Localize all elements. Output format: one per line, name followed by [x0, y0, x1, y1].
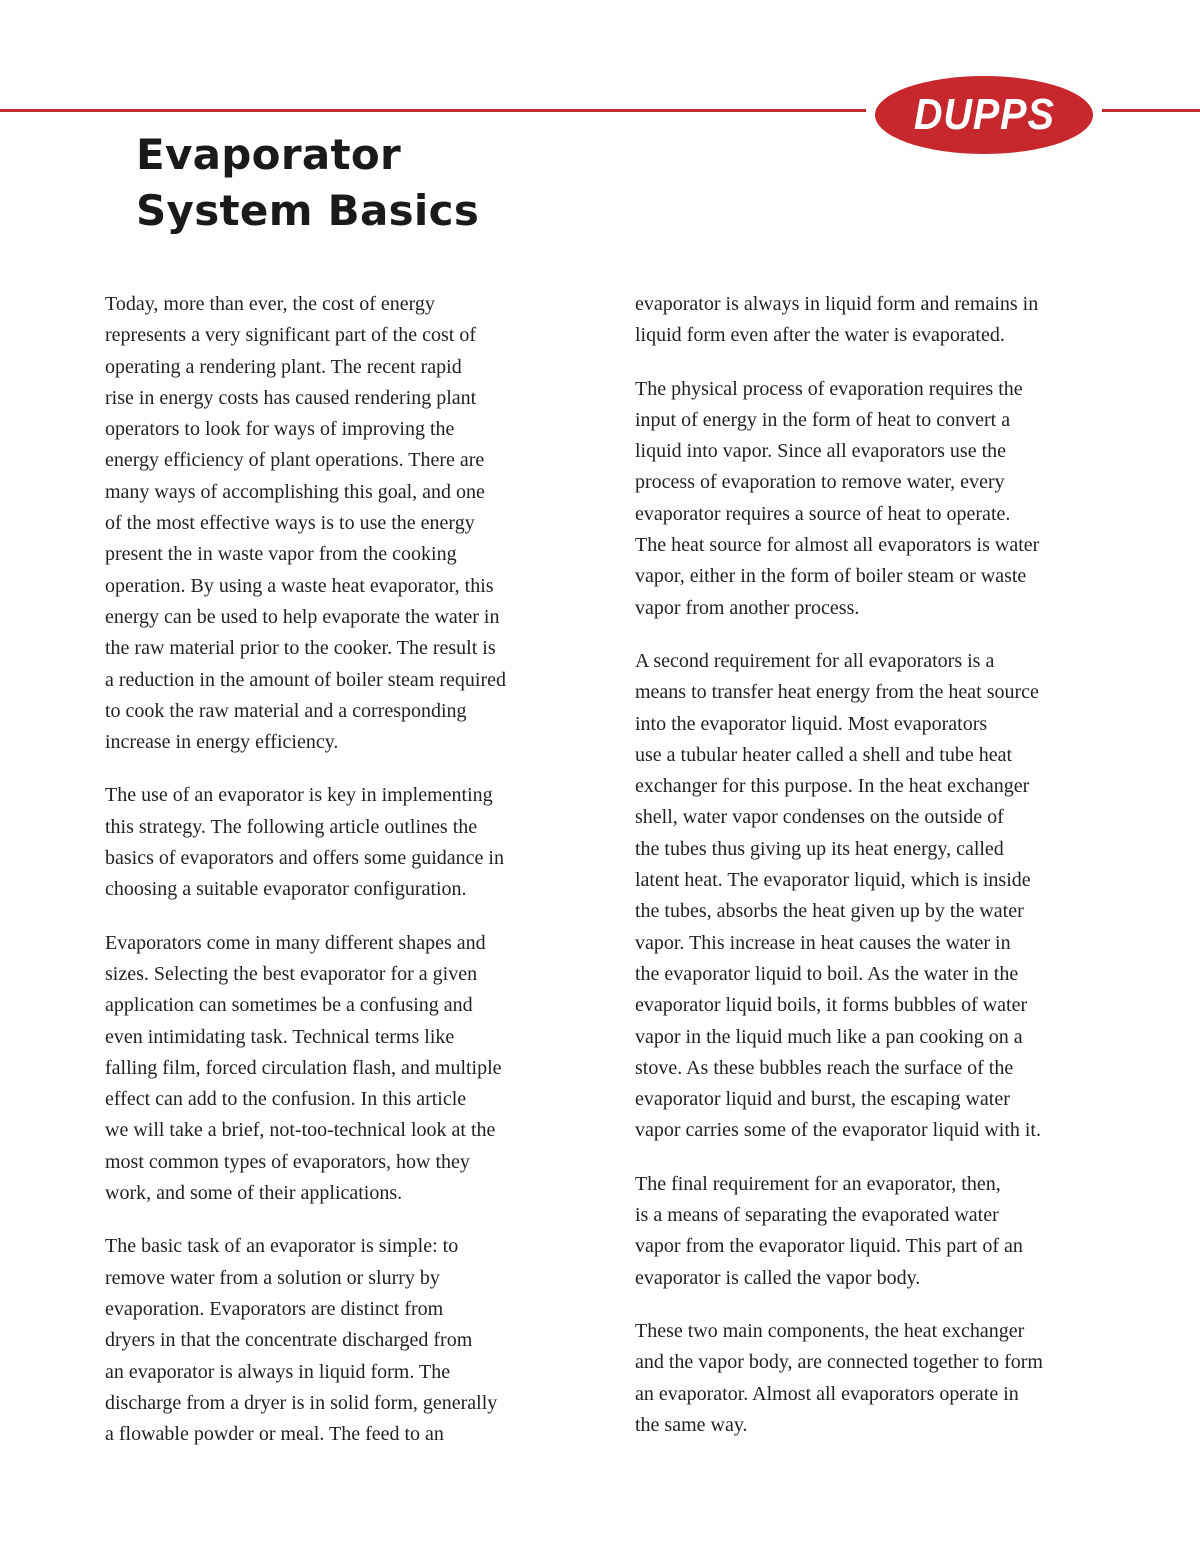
- header-rule-left: [0, 109, 866, 112]
- dupps-logo: [875, 76, 1093, 154]
- paragraph: These two main components, the heat exchanger and the vapor body, are connected together to form an evaporator. Almost all evaporators operate in the same way.: [635, 1319, 1043, 1436]
- paragraph: Evaporators come in many different shapes and sizes. Selecting the best evaporator for a given application can sometimes be a confusing and even intimidating task. Technical terms like falling film, forced circulation flash, and multiple effect can add to the confusion. In this article we will take a brief, not-too-technical look at the most common types of evaporators, how they work, and some of their applications.: [105, 931, 502, 1205]
- paragraph: evaporator is always in liquid form and remains in liquid form even after the water is evaporated.: [635, 293, 1039, 347]
- logo-text: DUPPS: [913, 90, 1055, 139]
- paragraph: The physical process of evaporation requires the input of energy in the form of heat to convert a liquid into vapor. Since all evaporators use the process of evaporation to remove water, every evaporator requires a source of heat to operate. The heat source for almost all evaporators is water vapor, either in the form of boiler steam or waste vapor from another process.: [635, 377, 1040, 619]
- page-title: [136, 127, 479, 239]
- header-rule-right: [1102, 109, 1200, 112]
- paragraph: The final requirement for an evaporator, then, is a means of separating the evaporated water vapor from the evaporator liquid. This part of an evaporator is called the vapor body.: [635, 1172, 1023, 1289]
- left-column: [105, 289, 595, 1472]
- paragraph: The use of an evaporator is key in implementing this strategy. The following article outlines the basics of evaporators and offers some guidance in choosing a suitable evaporator configuration.: [105, 784, 504, 901]
- paragraph: A second requirement for all evaporators is a means to transfer heat energy from the heat source into the evaporator liquid. Most evaporators use a tubular heater called a shell and tube heat exchanger for this purpose. In the heat exchanger shell, water vapor condenses on the outside of the tubes thus giving up its heat energy, called latent heat. The evaporator liquid, which is inside the tubes, absorbs the heat given up by the water vapor. This increase in heat causes the water in the evaporator liquid to boil. As the water in the evaporator liquid boils, it forms bubbles of water vapor in the liquid much like a pan cooking on a stove. As these bubbles reach the surface of the evaporator liquid and burst, the escaping water vapor carries some of the evaporator liquid with it.: [635, 649, 1041, 1142]
- page-title-line-1: Evaporator: [136, 130, 402, 179]
- page-title-line-2: System Basics: [136, 186, 480, 235]
- paragraph: The basic task of an evaporator is simple: to remove water from a solution or slurry by evaporation. Evaporators are distinct from dryers in that the concentrate discharged from an evaporator is always in liquid form. The discharge from a dryer is in solid form, generally a flowable powder or meal. The feed to an: [105, 1235, 498, 1446]
- paragraph: Today, more than ever, the cost of energy represents a very significant part of the cost of operating a rendering plant. The recent rapid rise in energy costs has caused rendering plant operators to look for ways of improving the energy efficiency of plant operations. There are many ways of accomplishing this goal, and one of the most effective ways is to use the energy present the in waste vapor from the cooking operation. By using a waste heat evaporator, this energy can be used to help evaporate the water in the raw material prior to the cooker. The result is a reduction in the amount of boiler steam required to cook the raw material and a corresponding increase in energy efficiency.: [105, 293, 506, 754]
- right-column: [635, 289, 1125, 1463]
